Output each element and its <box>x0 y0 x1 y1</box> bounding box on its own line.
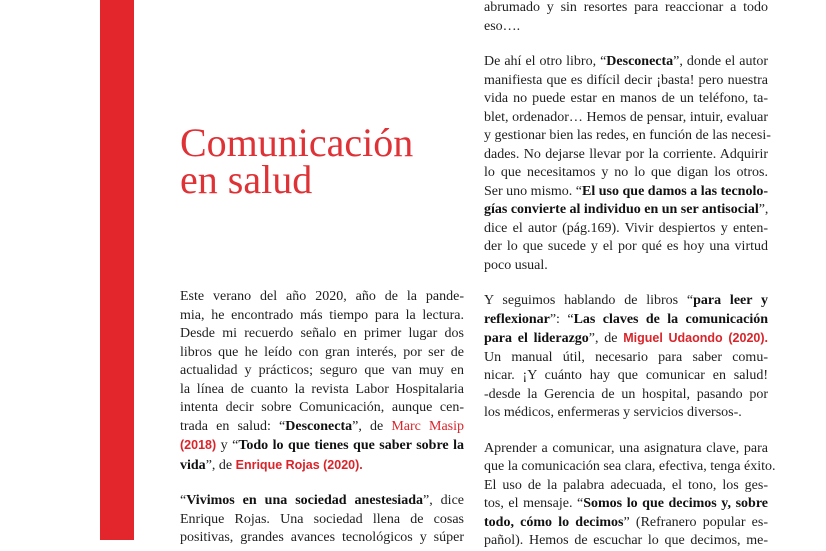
quote: Somos lo que decimos y, sobre <box>583 496 768 511</box>
text-line: De ahí el otro libro, “Desconecta”, donde el autor <box>484 54 768 69</box>
book-title: Desconecta <box>285 418 353 434</box>
author-name: Enrique Rojas (2020). <box>235 457 363 472</box>
red-accent-bar <box>100 0 134 540</box>
text-line: El uso de la palabra adecuada, el tono, los ges- <box>484 477 768 493</box>
text-line: Enrique Rojas. Una sociedad llena de cosas <box>180 511 464 527</box>
text-line: nicar. ¡Y cuánto hay que comunicar en salud! <box>484 368 768 383</box>
text-line: todo, cómo lo decimos” (Refranero popular es- <box>484 514 768 530</box>
paragraph <box>484 440 776 551</box>
book-title: Las claves de la comunicación <box>573 311 768 327</box>
text-line: vida”, de Enrique Rojas (2020). <box>180 457 363 473</box>
text-line: (2018) y “Todo lo que tienes que saber sobre la <box>180 438 464 453</box>
book-title: Todo lo que tienes que saber sobre la <box>238 438 464 453</box>
text-line: Este verano del año 2020, año de la pande- <box>180 289 464 304</box>
author-name: Marc Masip <box>391 418 464 434</box>
quote: gías convierte al individuo en un ser antisocial <box>484 202 759 217</box>
quote: para leer y <box>693 293 769 308</box>
text-line: poco usual. <box>484 257 548 273</box>
paragraph <box>484 53 771 275</box>
text-line: Desde mi recuerdo señalo en primer lugar dos <box>180 326 464 341</box>
article-title <box>180 120 414 202</box>
text-line: manifiesta que es difícil decir ¡basta! pero nuestra <box>484 72 768 88</box>
quote: El uso que damos a las tecnolo- <box>582 183 768 199</box>
text-line: Ser uno mismo. “El uso que damos a las tecnolo- <box>484 183 768 199</box>
text-line: der lo que sucede y el por qué es hoy una virtud <box>484 239 768 254</box>
title-line-1: Comunicación <box>180 120 414 165</box>
text-line: -desde la Gerencia de un hospital, pasando por <box>484 386 768 402</box>
text-line: abrumado y sin resortes para reaccionar a todo <box>484 0 768 15</box>
text-line: la línea de cuanto la revista Labor Hospitalaria <box>180 381 464 397</box>
author-name: Miguel Udaondo (2020). <box>623 331 768 345</box>
text-line: eso…. <box>484 18 521 34</box>
text-line: Un manual útil, necesario para saber comu- <box>484 349 768 365</box>
text-line: “Vivimos en una sociedad anestesiada”, dice <box>180 493 464 508</box>
text-line: los médicos, enfermeras y servicios diversos-. <box>484 405 742 420</box>
paragraph <box>180 288 464 475</box>
text-line: dades. No dejarse llevar por la corriente. Adquirir <box>484 146 768 162</box>
left-column <box>180 288 464 548</box>
text-line: gías convierte al individuo en un ser antisocial”, <box>484 202 769 217</box>
title-line-2: en salud <box>180 157 313 202</box>
text-line: blet, ordenador… Hemos de pensar, intuir, evaluar <box>484 109 768 125</box>
book-title: Desconecta <box>606 54 674 69</box>
quote: Vivimos en una sociedad anestesiada <box>186 493 423 508</box>
text-line: Y seguimos hablando de libros “para leer y <box>484 293 769 308</box>
text-line: dice el autor (pág.169). Vivir despiertos y enten- <box>484 220 768 236</box>
quote: todo, cómo lo decimos <box>484 514 624 530</box>
text-line: trada en salud: “Desconecta”, de Marc Masip <box>180 418 464 434</box>
paragraph <box>484 0 768 36</box>
paragraph <box>180 492 464 548</box>
text-line: para el liderazgo”, de Miguel Udaondo (2020). <box>484 331 768 346</box>
text-line: mia, he encontrado más tiempo para la lectura. <box>180 307 464 323</box>
text-line: Aprender a comunicar, una asignatura clave, para <box>484 440 768 456</box>
paragraph <box>484 292 768 423</box>
text-line: vida no puede estar en manos de un teléfono, ta- <box>484 91 768 106</box>
text-line: actualidad y prácticos; seguro que van muy en <box>180 363 464 378</box>
text-line: y gestionar bien las redes, en función de las necesi- <box>484 128 771 143</box>
text-line: libros que he leído con gran interés, por ser de <box>180 344 464 360</box>
text-line: reflexionar”: “Las claves de la comunicación <box>484 311 768 327</box>
text-line: pañol). Hemos de escuchar lo que decimos, me- <box>484 533 768 548</box>
text-line: que la comunicación sea clara, efectiva, tenga éxito. <box>484 459 776 474</box>
text-line: intenta decir sobre Comunicación, aunque cen- <box>180 400 464 415</box>
right-column <box>484 0 776 551</box>
text-line: tos, el mensaje. “Somos lo que decimos y, sobre <box>484 496 768 511</box>
text-line: lo que necesitamos y no lo que digan los otros. <box>484 165 768 180</box>
author-year: (2018) <box>180 438 217 452</box>
text-line: positivas, grandes avances tecnológicos y súper <box>180 530 464 545</box>
